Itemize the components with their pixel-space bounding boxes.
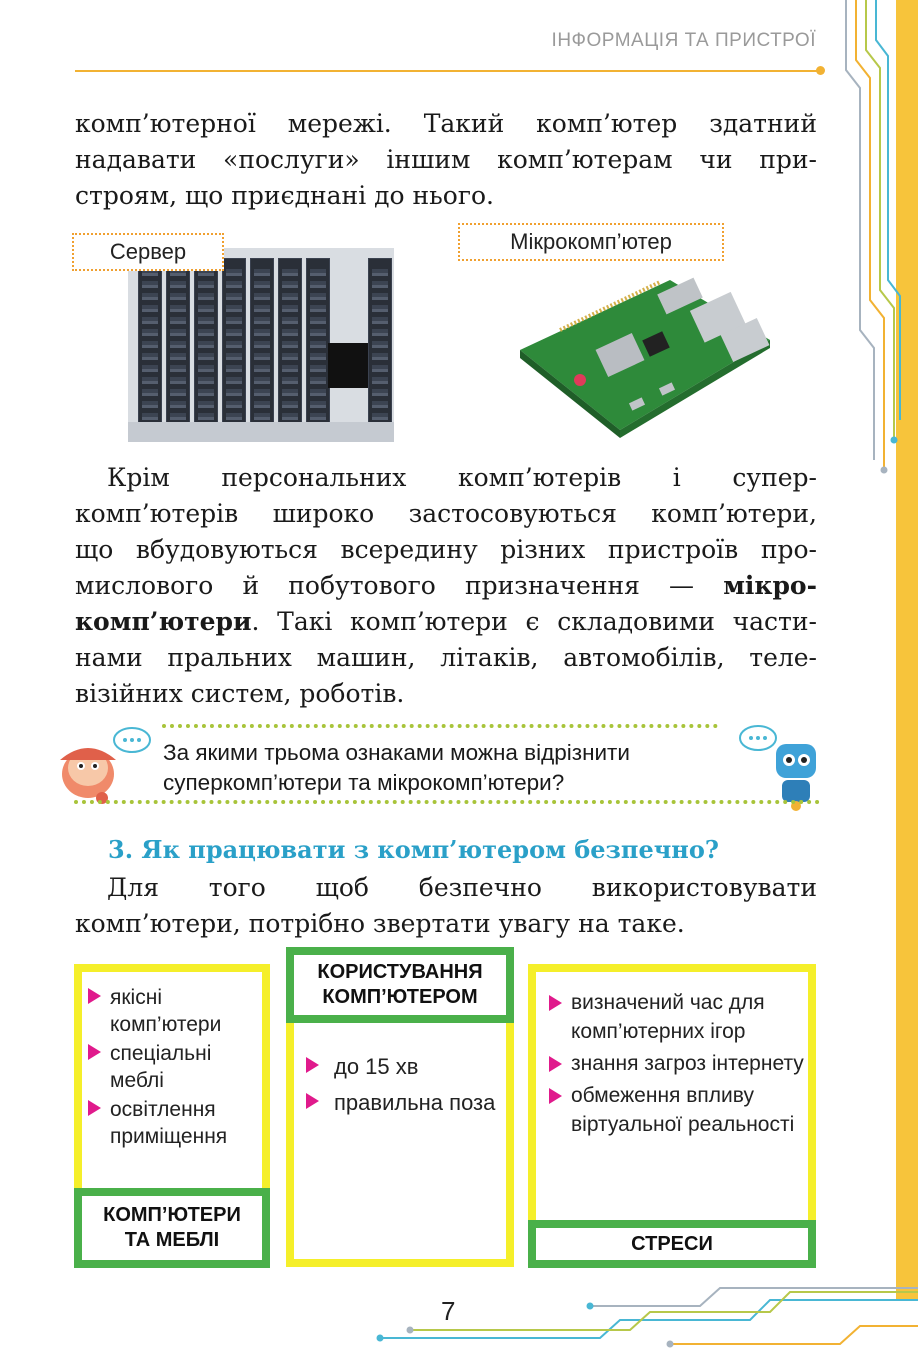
list-item [88, 1040, 258, 1094]
heading-computers-furniture [74, 1188, 270, 1268]
robot-character-icon [736, 722, 836, 812]
list-item [549, 1081, 809, 1139]
question-prompt [163, 738, 743, 798]
list-item-text: освітлення приміщення [110, 1098, 228, 1148]
footer-circuit-decoration [370, 1270, 918, 1360]
list-item-text: спеціальні меблі [110, 1042, 212, 1092]
paragraph-server-description [75, 106, 817, 214]
list-item [88, 984, 258, 1038]
text-line: візійних систем, роботів. [75, 679, 405, 708]
triangle-bullet-icon [306, 1093, 319, 1109]
question-line: суперкомп’ютери та мікрокомп’ютери? [163, 770, 565, 795]
list-item [306, 1052, 496, 1082]
heading-line: ТА МЕБЛІ [124, 1229, 220, 1251]
list-stress [549, 988, 809, 1142]
triangle-bullet-icon [88, 988, 101, 1004]
side-circuit-decoration [836, 0, 918, 480]
server-rack [368, 258, 392, 440]
question-divider-bottom [74, 800, 820, 804]
text-line: комп’ютерів широко застосовуються комп’ютери, [75, 499, 817, 528]
microcomputer-photo [520, 270, 770, 440]
list-item [306, 1088, 496, 1118]
heading-line: КОРИСТУВАННЯ [317, 961, 483, 983]
question-divider-top [162, 724, 718, 728]
heading-line: КОМП’ЮТЕРИ [103, 1204, 241, 1226]
bold-term: комп’ютери [75, 607, 252, 636]
text-line: Крім персональних комп’ютерів і супер- [107, 463, 817, 492]
bold-term: мікро- [723, 571, 817, 600]
text-fragment: мислового й побутового призначення — [75, 571, 724, 600]
list-item-text: визначений час для комп’ютерних ігор [571, 991, 765, 1043]
text-line [75, 604, 817, 640]
list-item-text: до 15 хв [334, 1054, 419, 1079]
server-console-laptop [328, 343, 368, 388]
triangle-bullet-icon [549, 1088, 562, 1104]
heading-stress: СТРЕСИ [528, 1220, 816, 1268]
server-rack [306, 258, 330, 440]
list-item-text: правильна поза [334, 1090, 496, 1115]
microcomputer-label: Мікрокомп’ютер [458, 223, 724, 261]
header-rule [75, 70, 817, 72]
text-line: Для того щоб безпечно використовувати [107, 873, 817, 902]
text-line: що вбудовуються всередину різних пристроїв про- [75, 535, 817, 564]
header-rule-dot [816, 66, 825, 75]
triangle-bullet-icon [549, 1056, 562, 1072]
list-item [549, 988, 809, 1046]
question-line: За якими трьома ознаками можна відрізнити [163, 740, 630, 765]
server-rack [138, 258, 162, 440]
server-room-floor [128, 422, 394, 442]
text-line: комп’ютери, потрібно звертати увагу на таке. [75, 909, 685, 938]
list-item [88, 1096, 258, 1150]
list-item-text: якісні комп’ютери [110, 986, 222, 1036]
server-photo [128, 248, 394, 442]
list-item [549, 1049, 809, 1078]
paragraph-microcomputers [75, 460, 817, 712]
triangle-bullet-icon [88, 1100, 101, 1116]
list-computer-usage [306, 1052, 496, 1124]
heading-line: КОМП’ЮТЕРОМ [322, 986, 478, 1008]
text-line [75, 568, 817, 604]
server-rack [250, 258, 274, 440]
triangle-bullet-icon [549, 995, 562, 1011]
text-line: строям, що приєднані до нього. [75, 181, 494, 210]
list-computers-furniture [88, 984, 258, 1152]
list-item-text: обмеження впливу віртуальної реальності [571, 1084, 795, 1136]
girl-character-icon [44, 726, 154, 806]
page-number: 7 [441, 1296, 456, 1326]
text-fragment: . Такі комп’ютери є складовими части- [251, 607, 817, 636]
paragraph-safety-intro [75, 870, 817, 942]
text-line: надавати «послуги» іншим комп’ютерам чи при- [75, 145, 817, 174]
server-rack [194, 258, 218, 440]
heading-computer-usage [286, 947, 514, 1023]
text-line: комп’ютерної мережі. Такий комп’ютер здатний [75, 109, 817, 138]
server-rack [166, 258, 190, 440]
section-heading: 3. Як працювати з комп’ютером безпечно? [108, 835, 719, 864]
server-label: Сервер [72, 233, 224, 271]
text-line: нами пральних машин, літаків, автомобілів, теле- [75, 643, 817, 672]
chapter-header-title: ІНФОРМАЦІЯ ТА ПРИСТРОЇ [551, 30, 816, 51]
server-rack [222, 258, 246, 440]
triangle-bullet-icon [306, 1057, 319, 1073]
triangle-bullet-icon [88, 1044, 101, 1060]
server-rack [278, 258, 302, 440]
list-item-text: знання загроз інтернету [571, 1052, 804, 1075]
